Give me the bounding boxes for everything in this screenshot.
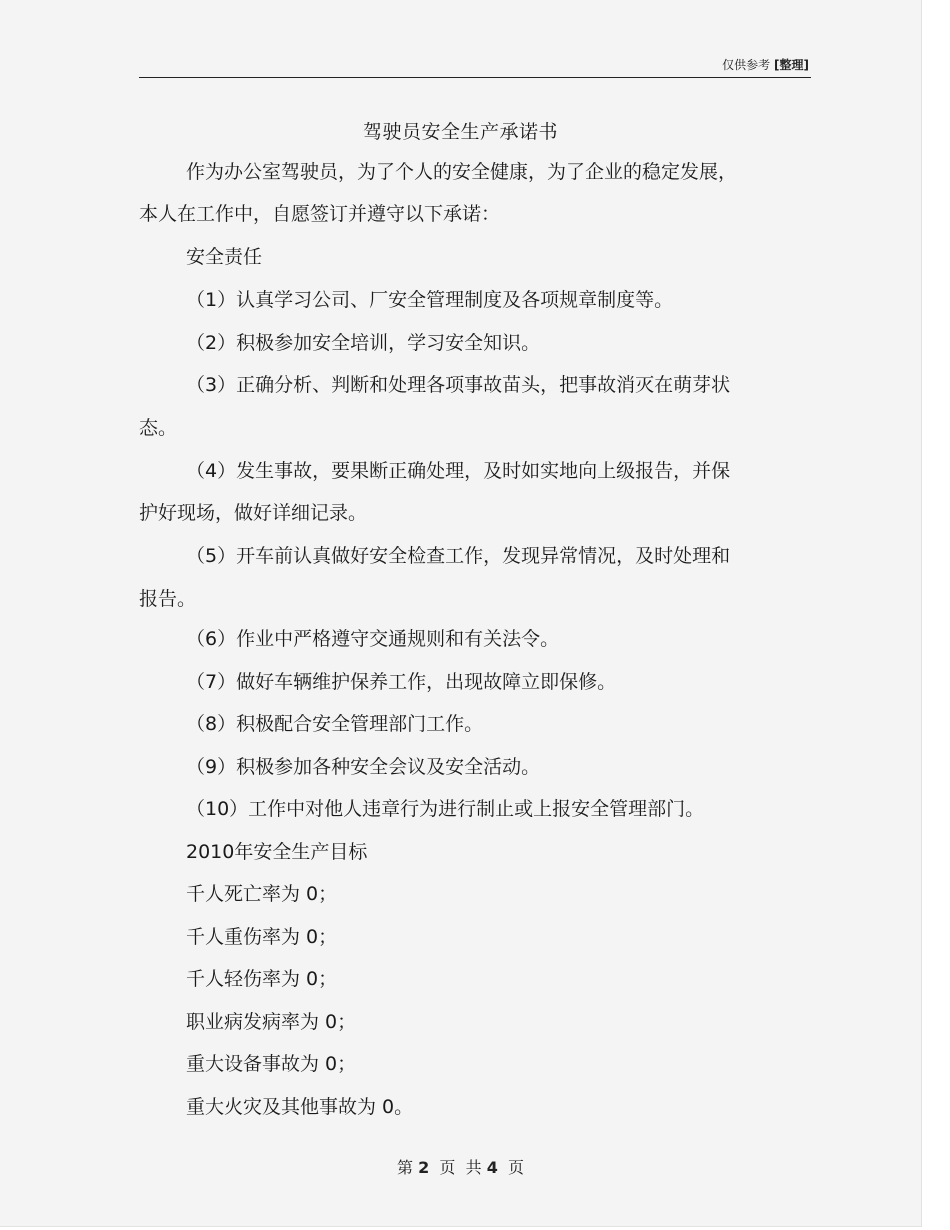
list-item: （1）认真学习公司、厂安全管理制度及各项规章制度等。 bbox=[186, 289, 674, 311]
footer-page-word: 页 bbox=[439, 1158, 456, 1177]
header-note bbox=[722, 56, 809, 73]
goal-item: 千人轻伤率为 0； bbox=[186, 968, 338, 990]
list-item-continuation: 护好现场，做好详细记录。 bbox=[139, 502, 368, 524]
goal-item: 千人死亡率为 0； bbox=[186, 883, 338, 905]
section-heading-responsibility: 安全责任 bbox=[186, 246, 263, 268]
footer-prefix: 第 bbox=[396, 1158, 413, 1177]
current-page-number: 2 bbox=[418, 1158, 430, 1177]
page-footer bbox=[0, 1155, 921, 1178]
section-heading-goals: 2010年安全生产目标 bbox=[186, 841, 368, 863]
header-note-text: 仅供参考 bbox=[722, 58, 771, 72]
list-item: （6）作业中严格遵守交通规则和有关法令。 bbox=[186, 628, 560, 650]
list-item: （7）做好车辆维护保养工作，出现故障立即保修。 bbox=[186, 671, 617, 693]
list-item-continuation: 报告。 bbox=[139, 588, 197, 610]
document-title: 驾驶员安全生产承诺书 bbox=[362, 121, 558, 143]
header-rule bbox=[139, 77, 811, 78]
list-item: （3）正确分析、判断和处理各项事故苗头，把事故消灭在萌芽状 bbox=[186, 374, 731, 396]
list-item: （2）积极参加安全培训，学习安全知识。 bbox=[186, 332, 541, 354]
goal-item: 重大火灾及其他事故为 0。 bbox=[186, 1096, 414, 1118]
intro-line-2: 本人在工作中，自愿签订并遵守以下承诺： bbox=[139, 203, 501, 225]
goal-item: 千人重伤率为 0； bbox=[186, 926, 338, 948]
header-note-tag: [整理] bbox=[774, 58, 809, 72]
footer-total-word: 共 bbox=[465, 1158, 482, 1177]
goal-item: 职业病发病率为 0； bbox=[186, 1011, 357, 1033]
list-item: （10）工作中对他人违章行为进行制止或上报安全管理部门。 bbox=[186, 798, 705, 820]
list-item-continuation: 态。 bbox=[139, 417, 178, 439]
intro-line-1: 作为办公室驾驶员，为了个人的安全健康，为了企业的稳定发展， bbox=[186, 161, 738, 183]
list-item: （8）积极配合安全管理部门工作。 bbox=[186, 713, 484, 735]
goal-item: 重大设备事故为 0； bbox=[186, 1053, 357, 1075]
list-item: （5）开车前认真做好安全检查工作，发现异常情况，及时处理和 bbox=[186, 545, 731, 567]
list-item: （9）积极参加各种安全会议及安全活动。 bbox=[186, 756, 541, 778]
total-pages-number: 4 bbox=[486, 1158, 498, 1177]
footer-suffix: 页 bbox=[508, 1158, 525, 1177]
list-item: （4）发生事故，要果断正确处理，及时如实地向上级报告，并保 bbox=[186, 460, 731, 482]
